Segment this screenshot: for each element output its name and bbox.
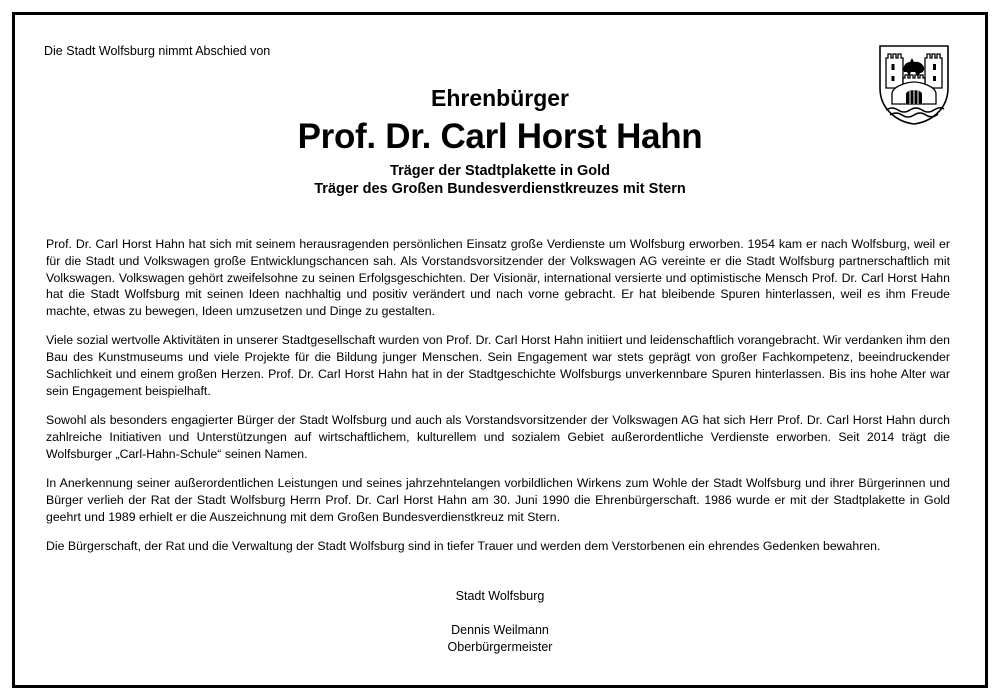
deceased-name: Prof. Dr. Carl Horst Hahn: [297, 117, 703, 156]
subtitle-block: [0, 162, 1000, 198]
signature-person: Dennis Weilmann: [451, 623, 549, 637]
subtitle-line: Träger des Großen Bundesverdienstkreuzes mit Stern: [314, 181, 686, 197]
paragraph: Prof. Dr. Carl Horst Hahn hat sich mit seinem herausragenden persönlichen Einsatz große Verdienste um Wolfsburg erworben. 1954 kam er nach Wolfsburg, weil er für die Stadt und Volkswagen große Entwicklungschancen sah. Als Vorstandsvorsitzender der Volkswagen AG vereinte er die Stadt Wolfsburg partnerschaftlich mit Volkswagen. Volkswagen gehört zweifelsohne zu seinen Erfolgsgeschichten. Der Visionär, international versierte und optimistische Mensch Prof. Dr. Carl Horst Hahn hat die Stadt Wolfsburg mit seinen Ideen nachhaltig und positiv verändert und nach vorne gebracht. Er hat bleibende Spuren hinterlassen, weil es ihm Freude machte, etwas zu bewegen, Ideen umzusetzen und Dinge zu gestalten.: [46, 237, 950, 319]
obituary-body: [46, 236, 950, 567]
paragraph: Die Bürgerschaft, der Rat und die Verwaltung der Stadt Wolfsburg sind in tiefer Trauer und werden dem Verstorbenen ein ehrendes Gedenken bewahren.: [46, 538, 881, 553]
honor-title: Ehrenbürger: [430, 85, 570, 111]
paragraph: Sowohl als besonders engagierter Bürger der Stadt Wolfsburg und auch als Vorstandsvorsitzender der Volkswagen AG hat sich Herr Prof. Dr. Carl Horst Hahn durch zahlreiche Initiativen und Unterstützungen auf wirtschaftlichem, kulturellem und sozialem Gebiet außerordentliche Verdienste erworben. Seit 2014 trägt die Wolfsburger „Carl-Hahn-Schule“ seinen Namen.: [46, 413, 950, 461]
signature-city: Stadt Wolfsburg: [455, 589, 545, 603]
paragraph: In Anerkennung seiner außerordentlichen Leistungen und seines jahrzehntelangen vorbildlichen Wirkens zum Wohle der Stadt Wolfsburg und ihrer Bürgerinnen und Bürger verlieh der Rat der Stadt Wolfsburg Herrn Prof. Dr. Carl Horst Hahn am 30. Juni 1990 die Ehrenbürgerschaft. 1986 wurde er mit der Stadtplakette in Gold geehrt und 1989 erhielt er die Auszeichnung mit dem Großen Bundesverdienstkreuz mit Stern.: [46, 476, 950, 524]
paragraph: Viele sozial wertvolle Aktivitäten in unserer Stadtgesellschaft wurden von Prof. Dr. Carl Horst Hahn initiiert und leidenschaftlich vorangebracht. Wir verdanken ihm den Bau des Kunstmuseums und viele Projekte für die Bildung junger Menschen. Sein Engagement war stets geprägt von großer Fachkompetenz, beeindruckender Sachlichkeit und einem großen Herzen. Prof. Dr. Carl Horst Hahn hat in der Stadtgeschichte Wolfsburgs unverkennbare Spuren hinterlassen. Bis ins hohe Alter war sein Engagement beispielhaft.: [46, 333, 950, 398]
signature-role: Oberbürgermeister: [447, 639, 553, 654]
signature-block: [0, 622, 1000, 655]
intro-text: Die Stadt Wolfsburg nimmt Abschied von: [44, 44, 271, 58]
subtitle-line: Träger der Stadtplakette in Gold: [390, 163, 610, 179]
